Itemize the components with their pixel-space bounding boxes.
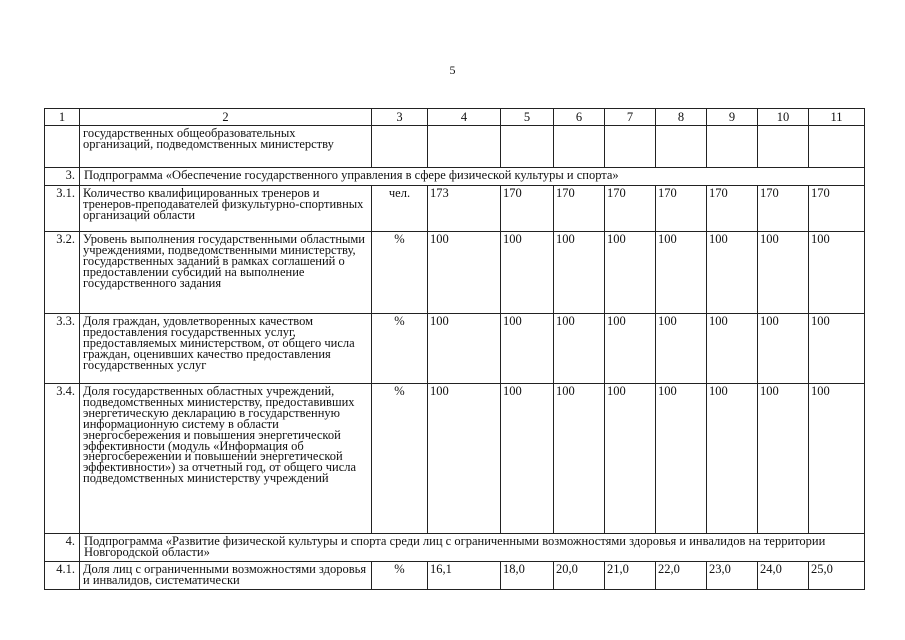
section-row [45,168,865,186]
unit-cell: % [372,314,428,384]
indicator-name: Доля лиц с ограниченными возможностями здоровья и инвалидов, систематически [80,562,372,590]
value-cell: 24,0 [758,562,809,590]
value-cell: 100 [809,384,865,534]
header-row [45,109,865,126]
value-cell: 100 [428,384,501,534]
value-cell: 100 [501,232,554,314]
table-row [45,562,865,590]
column-header: 11 [809,109,865,126]
unit-cell: % [372,232,428,314]
row-number: 4.1. [45,562,80,590]
column-header: 10 [758,109,809,126]
section-number: 3. [45,168,80,186]
value-cell: 100 [656,314,707,384]
value-cell: 100 [428,232,501,314]
page-number: 5 [449,63,456,77]
value-cell: 100 [707,314,758,384]
value-cell: 16,1 [428,562,501,590]
section-number: 4. [45,534,80,562]
unit-cell: % [372,384,428,534]
row-number: 3.4. [45,384,80,534]
table-row [45,232,865,314]
value-cell: 170 [758,186,809,232]
value-cell: 100 [605,314,656,384]
value-cell: 18,0 [501,562,554,590]
value-cell: 100 [758,232,809,314]
indicators-table [44,108,865,590]
value-cell: 100 [707,384,758,534]
value-cell: 170 [707,186,758,232]
section-row [45,534,865,562]
indicator-name: Количество квалифицированных тренеров и тренеров-преподавателей физкультурно-спортивных организаций области [80,186,372,232]
section-title: Подпрограмма «Обеспечение государственного управления в сфере физической культуры и спорта» [80,168,865,186]
value-cell: 20,0 [554,562,605,590]
value-cell: 22,0 [656,562,707,590]
value-cell: 100 [656,384,707,534]
row-number: 3.2. [45,232,80,314]
table-row [45,186,865,232]
value-cell: 100 [554,314,605,384]
value-cell: 170 [501,186,554,232]
value-cell: 100 [809,314,865,384]
value-cell: 100 [707,232,758,314]
value-cell: 173 [428,186,501,232]
value-cell: 100 [605,232,656,314]
value-cell: 100 [656,232,707,314]
row-number: 3.1. [45,186,80,232]
indicator-name: Доля граждан, удовлетворенных качеством предоставления государственных услуг, предоставляемых министерством, от общего числа граждан, оценивших качество предоставления государственных услуг [80,314,372,384]
table-row [45,384,865,534]
value-cell: 170 [554,186,605,232]
continuation-row [45,126,865,168]
column-header: 1 [45,109,80,126]
value-cell: 100 [758,384,809,534]
column-header: 9 [707,109,758,126]
column-header: 2 [80,109,372,126]
column-header: 5 [501,109,554,126]
value-cell: 100 [428,314,501,384]
value-cell: 100 [501,384,554,534]
indicator-name: Уровень выполнения государственными областными учреждениями, подведомственными министерству, государственных заданий в рамках соглашений о предоставлении субсидий на выполнение государственного задания [80,232,372,314]
indicator-name: Доля государственных областных учреждений, подведомственных министерству, предоставивших энергетическую декларацию в государственную информационную систему в области энергосбережения и повышения энергетической эффективности (модуль «Информация об энергосбережении и повышении энергетической эффективности») за отчетный год, от общего числа подведомственных министерству учреждений [80,384,372,534]
value-cell: 100 [809,232,865,314]
value-cell: 100 [554,384,605,534]
value-cell: 170 [656,186,707,232]
value-cell: 100 [554,232,605,314]
column-header: 3 [372,109,428,126]
value-cell: 21,0 [605,562,656,590]
column-header: 8 [656,109,707,126]
column-header: 7 [605,109,656,126]
column-header: 6 [554,109,605,126]
column-header: 4 [428,109,501,126]
value-cell: 100 [501,314,554,384]
section-title: Подпрограмма «Развитие физической культуры и спорта среди лиц с ограниченными возможностями здоровья и инвалидов на территории Новгородской области» [80,534,865,562]
value-cell: 170 [809,186,865,232]
value-cell: 100 [605,384,656,534]
value-cell: 100 [758,314,809,384]
value-cell: 23,0 [707,562,758,590]
value-cell: 170 [605,186,656,232]
table-row [45,314,865,384]
unit-cell: чел. [372,186,428,232]
indicator-name: государственных общеобразовательных организаций, подведомственных министерству [80,126,372,168]
unit-cell: % [372,562,428,590]
value-cell: 25,0 [809,562,865,590]
row-number: 3.3. [45,314,80,384]
